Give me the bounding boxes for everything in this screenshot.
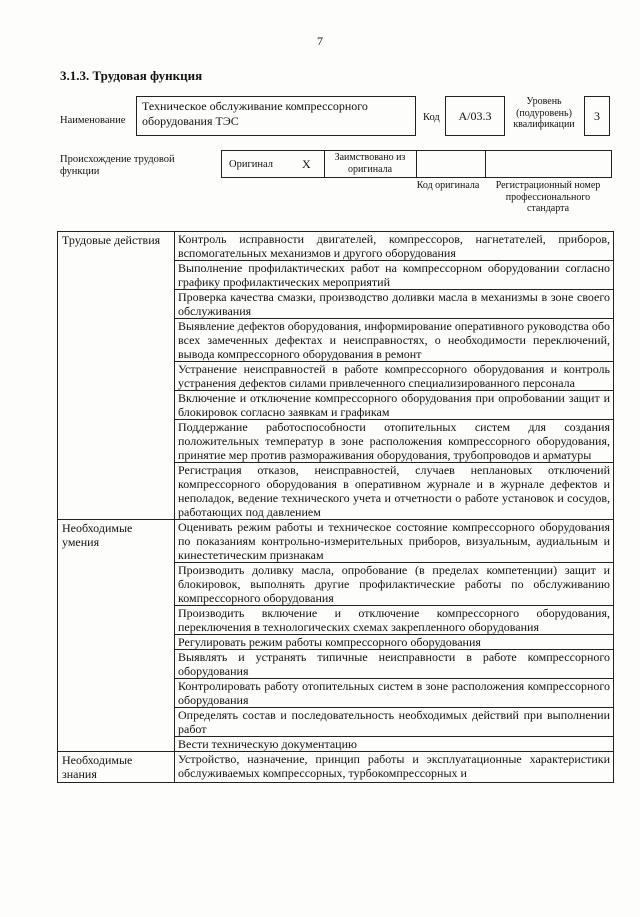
table-row — [58, 232, 614, 261]
section-category: Необходимые умения — [58, 520, 175, 752]
level-value: 3 — [584, 96, 610, 136]
table-cell-item: Выполнение профилактических работ на компрессорном оборудовании согласно графику профилактических мероприятий — [175, 261, 614, 290]
section-title: 3.1.3. Трудовая функция — [60, 68, 203, 83]
table-cell-item: Поддержание работоспособности отопительных систем для создания положительных температур в зоне расположения компрессорного оборудования, принятие мер против размораживания оборудования, трубопроводов и арматуры — [175, 420, 614, 463]
function-table — [57, 231, 614, 783]
table-row — [58, 752, 614, 783]
origin-box — [221, 150, 612, 178]
code-label: Код — [423, 112, 440, 123]
borrowed-label: Заимствовано из оригинала — [334, 152, 406, 175]
original-label: Оригинал — [229, 159, 273, 170]
table-cell-item: Определять состав и последовательность необходимых действий при выполнении работ — [175, 708, 614, 737]
table-row — [58, 520, 614, 563]
divider — [485, 151, 486, 177]
name-value: Техническое обслуживание компрессорного оборудования ТЭС — [136, 96, 416, 136]
table-cell-item: Производить доливку масла, опробование (в пределах компетенции) защит и блокировок, выполнять другие профилактические работы по обслуживанию компрессорного оборудования — [175, 563, 614, 606]
section-category: Необходимые знания — [58, 752, 175, 783]
table-cell-item: Проверка качества смазки, производство доливки масла в механизмы в зоне своего обслуживания — [175, 290, 614, 319]
table-cell-item: Выявлять и устранять типичные неисправности в работе компрессорного оборудования — [175, 650, 614, 679]
level-label: Уровень (подуровень) квалификации — [513, 96, 575, 130]
original-mark: X — [302, 157, 311, 171]
reg-caption: Регистрационный номер профессионального стандарта — [495, 180, 601, 214]
table-cell-item: Регулировать режим работы компрессорного оборудования — [175, 635, 614, 650]
table-cell-item: Контролировать работу отопительных систем в зоне расположения компрессорного оборудования — [175, 679, 614, 708]
code-value: A/03.3 — [445, 96, 505, 136]
divider — [324, 151, 325, 177]
table-cell-item: Вести техническую документацию — [175, 737, 614, 752]
table-cell-item: Контроль исправности двигателей, компрессоров, нагнетателей, приборов, вспомогательных механизмов и другого оборудования — [175, 232, 614, 261]
origin-label: Происхождение трудовой функции — [60, 154, 175, 177]
page-number: 7 — [317, 34, 323, 48]
name-label: Наименование — [60, 115, 126, 126]
table-cell-item: Выявление дефектов оборудования, информирование оперативного руководства обо всех замеченных дефектах и неисправностях, о необходимости переключений, вывода компрессорного оборудования в ремонт — [175, 319, 614, 362]
section-category: Трудовые действия — [58, 232, 175, 520]
divider — [416, 151, 417, 177]
table-cell-item: Включение и отключение компрессорного оборудования при опробовании защит и блокировок согласно заявкам и графикам — [175, 391, 614, 420]
table-cell-item: Производить включение и отключение компрессорного оборудования, переключения в технологических схемах закрепленного оборудования — [175, 606, 614, 635]
table-cell-item: Оценивать режим работы и техническое состояние компрессорного оборудования по показаниям контрольно-измерительных приборов, визуальным, аудиальным и кинестетическим признакам — [175, 520, 614, 563]
code-caption: Код оригинала — [416, 180, 480, 191]
table-cell-item: Устройство, назначение, принцип работы и эксплуатационные характеристики обслуживаемых компрессорных, турбокомпрессорных и — [175, 752, 614, 783]
table-cell-item: Регистрация отказов, неисправностей, случаев неплановых отключений компрессорного оборудования в оперативном журнале и в журнале дефектов и неполадок, ведение технического учета и отчетности о работе установок и сосудов, работающих под давлением — [175, 463, 614, 520]
table-cell-item: Устранение неисправностей в работе компрессорного оборудования и контроль устранения дефектов силами привлеченного специализированного персонала — [175, 362, 614, 391]
